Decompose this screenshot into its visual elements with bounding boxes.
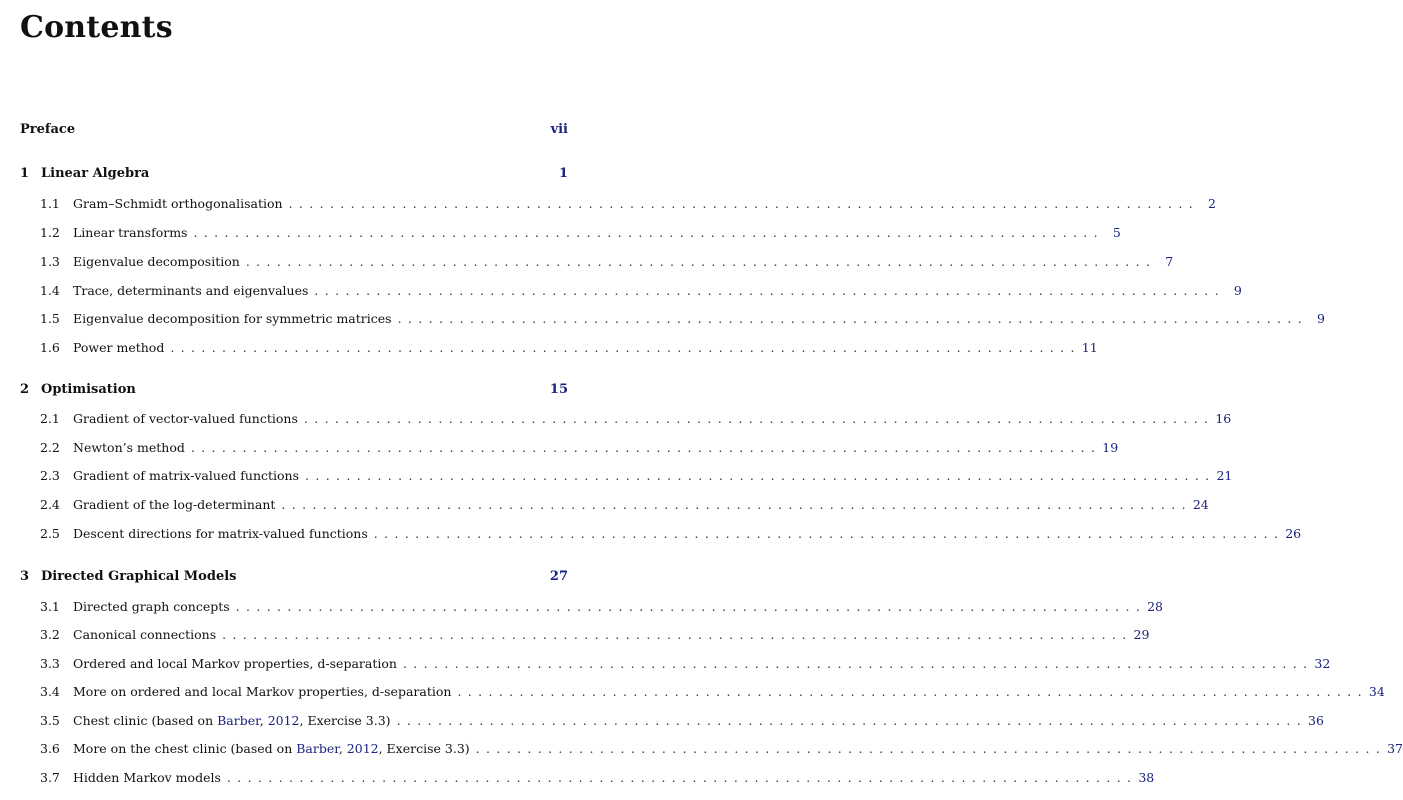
toc-section-number: 1.1 (40, 196, 60, 211)
dot-leader (222, 627, 1127, 642)
toc-page-number[interactable]: 16 (1215, 411, 1232, 426)
toc-page-number[interactable]: 28 (1147, 599, 1164, 614)
dot-leader (314, 283, 1219, 298)
toc-page-number[interactable]: 29 (1133, 627, 1150, 642)
toc-page-number[interactable]: 24 (1192, 497, 1209, 512)
citation-separator: , (338, 741, 347, 756)
toc-chapter-title: Linear Algebra (41, 166, 150, 181)
toc-section-number: 1.2 (40, 225, 60, 240)
toc-page-number[interactable]: 32 (1314, 656, 1331, 671)
toc-section-number: 2.1 (40, 411, 60, 426)
citation-author-link[interactable]: Barber (296, 741, 339, 756)
toc-page-number[interactable]: 5 (1112, 225, 1121, 240)
citation-year-link[interactable]: 2012 (346, 741, 379, 756)
toc-section-title: Eigenvalue decomposition (73, 254, 240, 269)
dot-leader (236, 599, 1141, 614)
toc-section-number: 2.3 (40, 468, 60, 483)
toc-section-title (73, 713, 391, 728)
dot-leader (281, 497, 1186, 512)
toc-entry-preface[interactable] (20, 122, 568, 137)
toc-section-number: 3.3 (40, 656, 60, 671)
toc-section-1-5[interactable] (40, 311, 1325, 326)
toc-section-title: Gradient of the log-determinant (73, 497, 276, 512)
toc-section-number: 2.4 (40, 497, 60, 512)
toc-section-number: 1.6 (40, 340, 60, 355)
toc-page-number[interactable]: 9 (1316, 311, 1325, 326)
toc-page-number[interactable]: 1 (558, 166, 568, 181)
toc-page-number[interactable]: 15 (549, 382, 568, 397)
page-title: Contents (20, 10, 173, 45)
toc-section-3-7[interactable] (40, 770, 1155, 785)
toc-page-number[interactable]: 26 (1285, 526, 1302, 541)
toc-page-number[interactable]: 11 (1081, 340, 1098, 355)
toc-section-title: Eigenvalue decomposition for symmetric matrices (73, 311, 392, 326)
toc-chapter-2[interactable] (20, 382, 568, 397)
toc-section-title: Linear transforms (73, 225, 188, 240)
dot-leader (170, 340, 1075, 355)
toc-section-title: Hidden Markov models (73, 770, 221, 785)
toc-section-1-6[interactable] (40, 340, 1098, 355)
dot-leader (227, 770, 1132, 785)
toc-page-number[interactable]: 37 (1387, 741, 1403, 756)
toc-section-number: 3.4 (40, 684, 60, 699)
dot-leader (304, 411, 1209, 426)
toc-page-number[interactable]: 7 (1165, 254, 1174, 269)
toc-section-number: 1.4 (40, 283, 60, 298)
toc-section-2-1[interactable] (40, 411, 1232, 426)
toc-chapter-title: Optimisation (41, 382, 136, 397)
toc-page-number[interactable]: 9 (1233, 283, 1242, 298)
citation-separator: , (259, 713, 268, 728)
toc-section-title: Gram–Schmidt orthogonalisation (73, 196, 283, 211)
toc-section-title: Newton’s method (73, 440, 185, 455)
toc-section-number: 3.2 (40, 627, 60, 642)
toc-section-3-1[interactable] (40, 599, 1164, 614)
toc-chapter-3[interactable] (20, 569, 568, 584)
toc-section-title: Trace, determinants and eigenvalues (73, 283, 309, 298)
title-text: , Exercise 3.3) (378, 741, 470, 756)
toc-section-title: Gradient of matrix-valued functions (73, 468, 300, 483)
toc-section-2-2[interactable] (40, 440, 1119, 455)
toc-section-1-2[interactable] (40, 225, 1121, 240)
toc-section-number: 1.3 (40, 254, 60, 269)
citation-author-link[interactable]: Barber (217, 713, 260, 728)
toc-chapter-1[interactable] (20, 166, 568, 181)
toc-page-number[interactable]: vii (550, 122, 568, 137)
toc-section-number: 2.2 (40, 440, 60, 455)
dot-leader (397, 713, 1302, 728)
title-text: Chest clinic (based on (73, 713, 218, 728)
title-text: More on the chest clinic (based on (73, 741, 297, 756)
toc-section-title: Descent directions for matrix-valued functions (73, 526, 368, 541)
toc-section-number: 3.1 (40, 599, 60, 614)
dot-leader (191, 440, 1096, 455)
toc-section-3-3[interactable] (40, 656, 1331, 671)
toc-section-2-4[interactable] (40, 497, 1209, 512)
toc-entry-title: Preface (20, 122, 76, 137)
toc-chapter-number: 3 (20, 569, 30, 584)
dot-leader (457, 684, 1362, 699)
toc-section-3-6[interactable] (40, 741, 1403, 756)
citation-year-link[interactable]: 2012 (267, 713, 300, 728)
toc-chapter-title: Directed Graphical Models (41, 569, 237, 584)
toc-section-3-4[interactable] (40, 684, 1385, 699)
toc-section-title: Gradient of vector-valued functions (73, 411, 298, 426)
toc-page-number[interactable]: 36 (1308, 713, 1324, 728)
toc-section-1-4[interactable] (40, 283, 1242, 298)
toc-section-title: Ordered and local Markov properties, d-separation (73, 656, 397, 671)
dot-leader (305, 468, 1210, 483)
toc-chapter-number: 1 (20, 166, 30, 181)
toc-section-2-3[interactable] (40, 468, 1233, 483)
toc-page-number[interactable]: 19 (1102, 440, 1119, 455)
title-text: , Exercise 3.3) (299, 713, 391, 728)
dot-leader (246, 254, 1151, 269)
toc-section-1-1[interactable] (40, 196, 1216, 211)
toc-section-title: Power method (73, 340, 165, 355)
toc-section-title: Canonical connections (73, 627, 217, 642)
dot-leader (374, 526, 1279, 541)
toc-section-number: 3.6 (40, 741, 60, 756)
dot-leader (289, 196, 1194, 211)
toc-section-number: 2.5 (40, 526, 60, 541)
toc-page-number[interactable]: 38 (1138, 770, 1155, 785)
toc-page-number[interactable]: 21 (1216, 468, 1233, 483)
dot-leader (193, 225, 1098, 240)
toc-section-3-2[interactable] (40, 627, 1150, 642)
toc-section-title: More on ordered and local Markov properties, d-separation (73, 684, 452, 699)
toc-section-1-3[interactable] (40, 254, 1174, 269)
toc-section-number: 1.5 (40, 311, 60, 326)
toc-section-title (73, 741, 470, 756)
toc-section-2-5[interactable] (40, 526, 1302, 541)
toc-section-3-5[interactable] (40, 713, 1324, 728)
toc-section-number: 3.5 (40, 713, 60, 728)
toc-page-number[interactable]: 27 (549, 569, 568, 584)
toc-page-number[interactable]: 34 (1368, 684, 1385, 699)
toc-section-title: Directed graph concepts (73, 599, 230, 614)
toc-section-number: 3.7 (40, 770, 60, 785)
dot-leader (398, 311, 1303, 326)
dot-leader (476, 741, 1381, 756)
toc-page-number[interactable]: 2 (1207, 196, 1216, 211)
dot-leader (403, 656, 1308, 671)
toc-chapter-number: 2 (20, 382, 30, 397)
